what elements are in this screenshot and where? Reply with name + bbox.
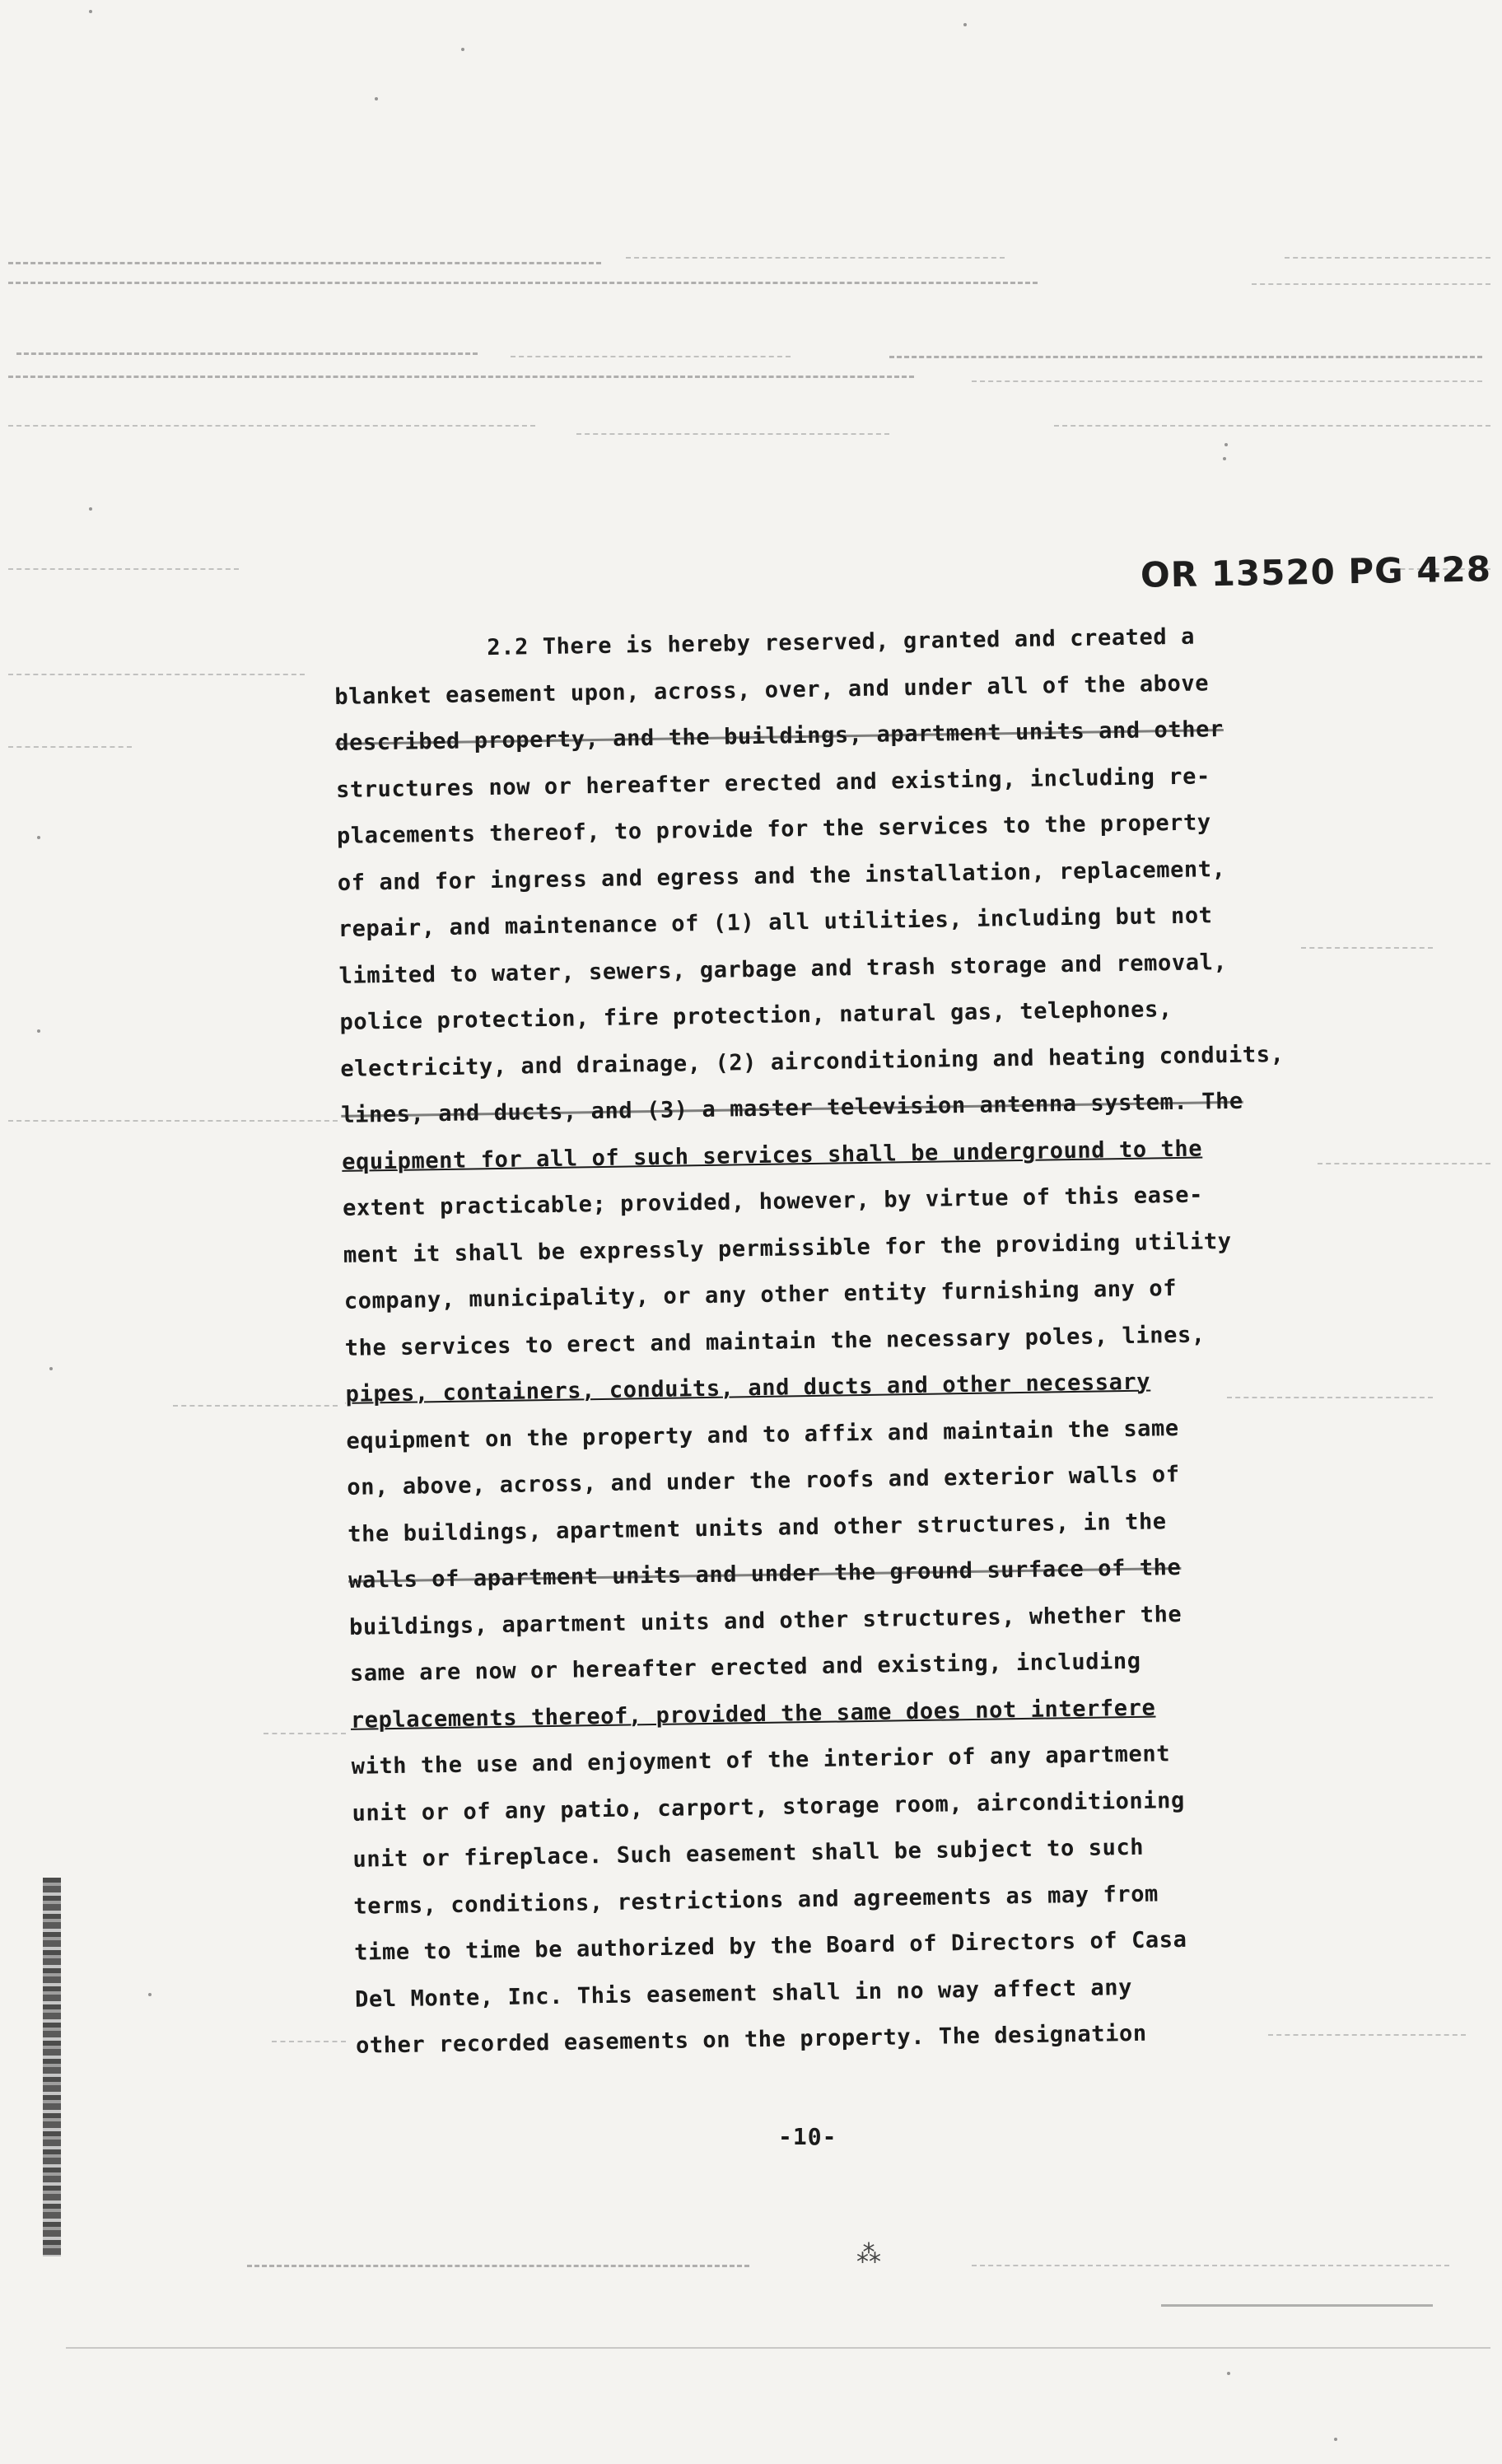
scan-speck [148,1993,152,1996]
scan-artifact-line [8,568,239,570]
scan-speck [37,836,40,839]
text-line: pipes, containers, conduits, and ducts and other necessary [345,1369,1151,1407]
scan-speck [1227,2372,1230,2375]
text-line: company, municipality, or any other entity furnishing any of [343,1276,1178,1314]
section-2-2-text [334,612,1377,2070]
scan-artifact-line [1161,2304,1433,2307]
text-line: 2.2 There is hereby reserved, granted and created a [487,623,1196,661]
scan-speck [1224,443,1228,446]
text-line: placements thereof, to provide for the services to the property [336,810,1211,849]
scan-smudge: ⁂ [856,2240,881,2269]
text-line: replacements thereof, provided the same does not interfere [350,1694,1156,1734]
text-line: on, above, across, and under the roofs and exterior walls of [347,1461,1180,1500]
scan-artifact-line [8,674,305,675]
text-line: structures now or hereafter erected and existing, including re- [335,763,1211,803]
text-line: lines, and ducts, and (3) a master television antenna system. The [341,1088,1244,1128]
scan-artifact-line [576,433,889,435]
scan-artifact-line [1252,283,1490,285]
scan-artifact-line [889,356,1482,358]
scan-speck [49,1367,53,1370]
document-record-number: OR 13520 PG 428 [1140,548,1492,595]
text-line: police protection, fire protection, natural gas, telephones, [339,996,1173,1035]
scan-artifact-line [247,2265,749,2267]
text-line: described property, and the buildings, apartment units and other [334,716,1224,756]
scan-speck [89,507,92,511]
scan-artifact-line [511,356,791,357]
scan-artifact-line [173,1405,338,1407]
scan-artifact-line [66,2347,1490,2349]
text-line: equipment on the property and to affix and maintain the same [346,1415,1179,1454]
scan-artifact-line [272,2041,346,2042]
text-line: equipment for all of such services shall be underground to the [341,1136,1203,1175]
text-line: walls of apartment units and under the ground surface of the [348,1554,1182,1594]
text-line: the buildings, apartment units and other structures, in the [348,1508,1167,1547]
text-line: electricity, and drainage, (2) airconditioning and heating conduits, [340,1041,1285,1082]
text-line: the services to erect and maintain the necessary poles, lines, [344,1321,1206,1361]
text-line: blanket easement upon, across, over, and under all of the above [334,670,1210,710]
scan-speck [1223,457,1226,460]
scan-artifact-line [8,282,1038,284]
scan-speck [461,48,464,51]
scan-artifact-line [972,2265,1449,2266]
scan-artifact-line [264,1733,346,1734]
scan-artifact-line [626,257,1005,259]
text-line: unit or fireplace. Such easement shall be subject to such [352,1834,1145,1873]
text-line: terms, conditions, restrictions and agreements as may from [353,1880,1159,1920]
text-line: unit or of any patio, carport, storage room, airconditioning [352,1787,1186,1827]
scan-speck [963,23,967,26]
text-line: same are now or hereafter erected and existing, including [349,1648,1141,1687]
scan-speck [1334,2438,1337,2441]
text-line: limited to water, sewers, garbage and trash storage and removal, [338,949,1228,989]
scan-artifact-line [16,352,478,355]
text-line: other recorded easements on the property. The designation [355,2020,1147,2059]
page-number: -10- [778,2123,837,2150]
scan-artifact-line [972,380,1482,382]
text-line: ment it shall be expressly permissible for the providing utility [343,1228,1232,1268]
text-line: extent practicable; provided, however, by virtue of this ease- [342,1182,1204,1221]
scan-speck [37,1029,40,1033]
scan-artifact-line [1054,425,1490,427]
scan-speck [375,97,378,100]
text-line: time to time be authorized by the Board of Directors of Casa [354,1926,1187,1966]
scan-artifact-line [8,376,914,378]
text-line: Del Monte, Inc. This easement shall in no way affect any [354,1974,1133,2013]
text-line: repair, and maintenance of (1) all utilities, including but not [338,903,1213,942]
text-line: of and for ingress and egress and the installation, replacement, [337,856,1226,896]
scan-speck [89,10,92,13]
scan-artifact-line [8,746,132,748]
binding-edge-marks [43,1878,61,2256]
scan-artifact-line [8,262,601,264]
scan-artifact-line [1285,257,1490,259]
text-line: with the use and enjoyment of the interior of any apartment [351,1741,1171,1780]
scan-artifact-line [8,425,535,427]
text-line: buildings, apartment units and other structures, whether the [348,1601,1182,1640]
scan-artifact-line [8,1120,338,1122]
